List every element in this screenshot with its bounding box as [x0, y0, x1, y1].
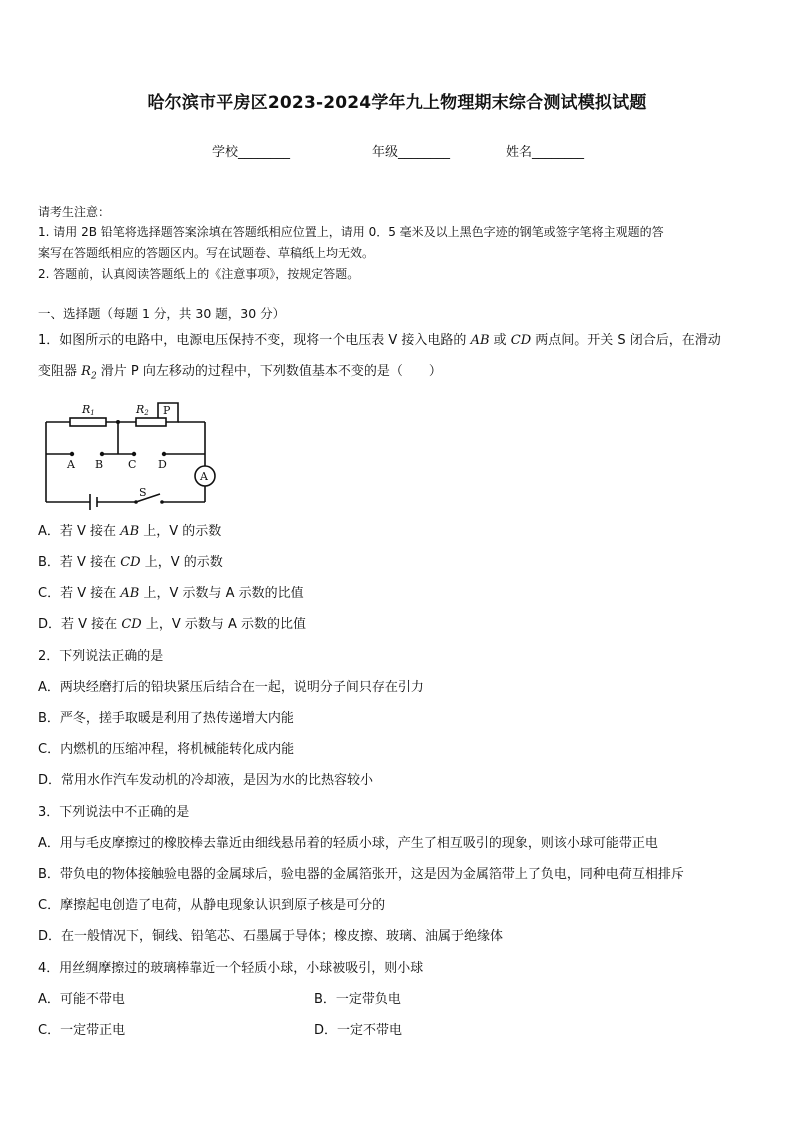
label-r1: R [82, 403, 91, 416]
q2-option-a: A．两块经磨打后的铅块紧压后结合在一起，说明分子间只存在引力 [38, 680, 424, 695]
exam-title: 哈尔滨市平房区2023-2024学年九上物理期末综合测试模拟试题 [147, 93, 647, 113]
q4-option-d: D．一定不带电 [314, 1023, 403, 1038]
q1-text: 变阻器 [38, 364, 82, 379]
label-slider-p: P [163, 404, 171, 417]
q1-text: 两点间。开关 S 闭合后，在滑动 [531, 333, 721, 348]
q1-option-c: C．若 V 接在 AB 上，V 示数与 A 示数的比值 [38, 586, 304, 601]
q1-text: 滑片 P 向左移动的过程中，下列数值基本不变的是（ ） [96, 364, 442, 379]
notice-heading: 请考生注意： [38, 205, 111, 219]
resistor-r2 [136, 418, 166, 426]
q3-option-a: A．用与毛皮摩擦过的橡胶棒去靠近由细线悬吊着的轻质小球，产生了相互吸引的现象，则该小球可能带正电 [38, 836, 658, 851]
q2-option-b: B．严冬，搓手取暖是利用了热传递增大内能 [38, 711, 294, 726]
notice-item-1-line-2: 案写在答题纸相应的答题区内。写在试题卷、草稿纸上均无效。 [38, 246, 375, 260]
q3-stem: 3．下列说法中不正确的是 [38, 805, 190, 820]
svg-text:R1 [81, 403, 95, 417]
q1-option-b: B．若 V 接在 CD 上，V 的示数 [38, 555, 223, 570]
label-terminal-c: C [128, 458, 137, 471]
label-r2-subscript: 2 [144, 409, 149, 417]
section-title: 一、选择题（每题 1 分，共 30 题，30 分） [38, 306, 286, 321]
notice-item-2: 2. 答题前，认真阅读答题纸上的《注意事项》，按规定答题。 [38, 267, 360, 281]
q1-var-ab: AB [470, 333, 490, 348]
resistor-r1 [70, 418, 106, 426]
q4-option-c: C．一定带正电 [38, 1023, 126, 1038]
q3-option-c: C．摩擦起电创造了电荷，从静电现象认识到原子核是可分的 [38, 898, 386, 913]
label-r2: R [136, 403, 145, 416]
label-r1-subscript: 1 [90, 409, 95, 417]
q2-option-c: C．内燃机的压缩冲程，将机械能转化成内能 [38, 742, 295, 757]
q2-stem: 2．下列说法正确的是 [38, 649, 164, 664]
school-field-label: 学校________ [212, 145, 291, 160]
q2-option-d: D．常用水作汽车发动机的冷却液，是因为水的比热容较小 [38, 773, 374, 788]
q1-stem-line-1 [38, 326, 762, 356]
circuit-diagram [40, 398, 220, 510]
q1-text: 或 [489, 333, 511, 348]
q3-option-d: D．在一般情况下，铜线、铅笔芯、石墨属于导体；橡皮擦、玻璃、油属于绝缘体 [38, 929, 504, 944]
q4-option-a: A．可能不带电 [38, 992, 125, 1007]
grade-field-label: 年级________ [372, 145, 451, 160]
q1-var-r-subscript: 2 [90, 371, 97, 382]
q4-option-b: B．一定带负电 [314, 992, 401, 1007]
name-field-label: 姓名________ [506, 145, 585, 160]
label-switch-s: S [139, 486, 147, 499]
svg-text:R2 [135, 403, 149, 417]
q1-option-d: D．若 V 接在 CD 上，V 示数与 A 示数的比值 [38, 617, 307, 632]
label-terminal-d: D [158, 458, 167, 471]
q3-option-b: B．带负电的物体接触验电器的金属球后，验电器的金属箔张开，这是因为金属箔带上了负电，同种电荷互相排斥 [38, 867, 684, 882]
q1-option-a: A．若 V 接在 AB 上，V 的示数 [38, 524, 222, 539]
notice-item-1-line-1: 1. 请用 2B 铅笔将选择题答案涂填在答题纸相应位置上，请用 0．5 毫米及以上黑色字迹的钢笔或签字笔将主观题的答 [38, 225, 664, 239]
q1-text: 1．如图所示的电路中，电源电压保持不变，现将一个电压表 V 接入电路的 [38, 333, 471, 348]
label-terminal-a: A [67, 458, 75, 471]
q4-stem: 4．用丝绸摩擦过的玻璃棒靠近一个轻质小球，小球被吸引，则小球 [38, 961, 424, 976]
q1-var-cd: CD [510, 333, 532, 348]
q1-var-r: R [81, 364, 91, 379]
q1-stem-line-2 [38, 357, 762, 392]
label-terminal-b: B [95, 458, 104, 471]
label-ammeter: A [200, 470, 208, 483]
